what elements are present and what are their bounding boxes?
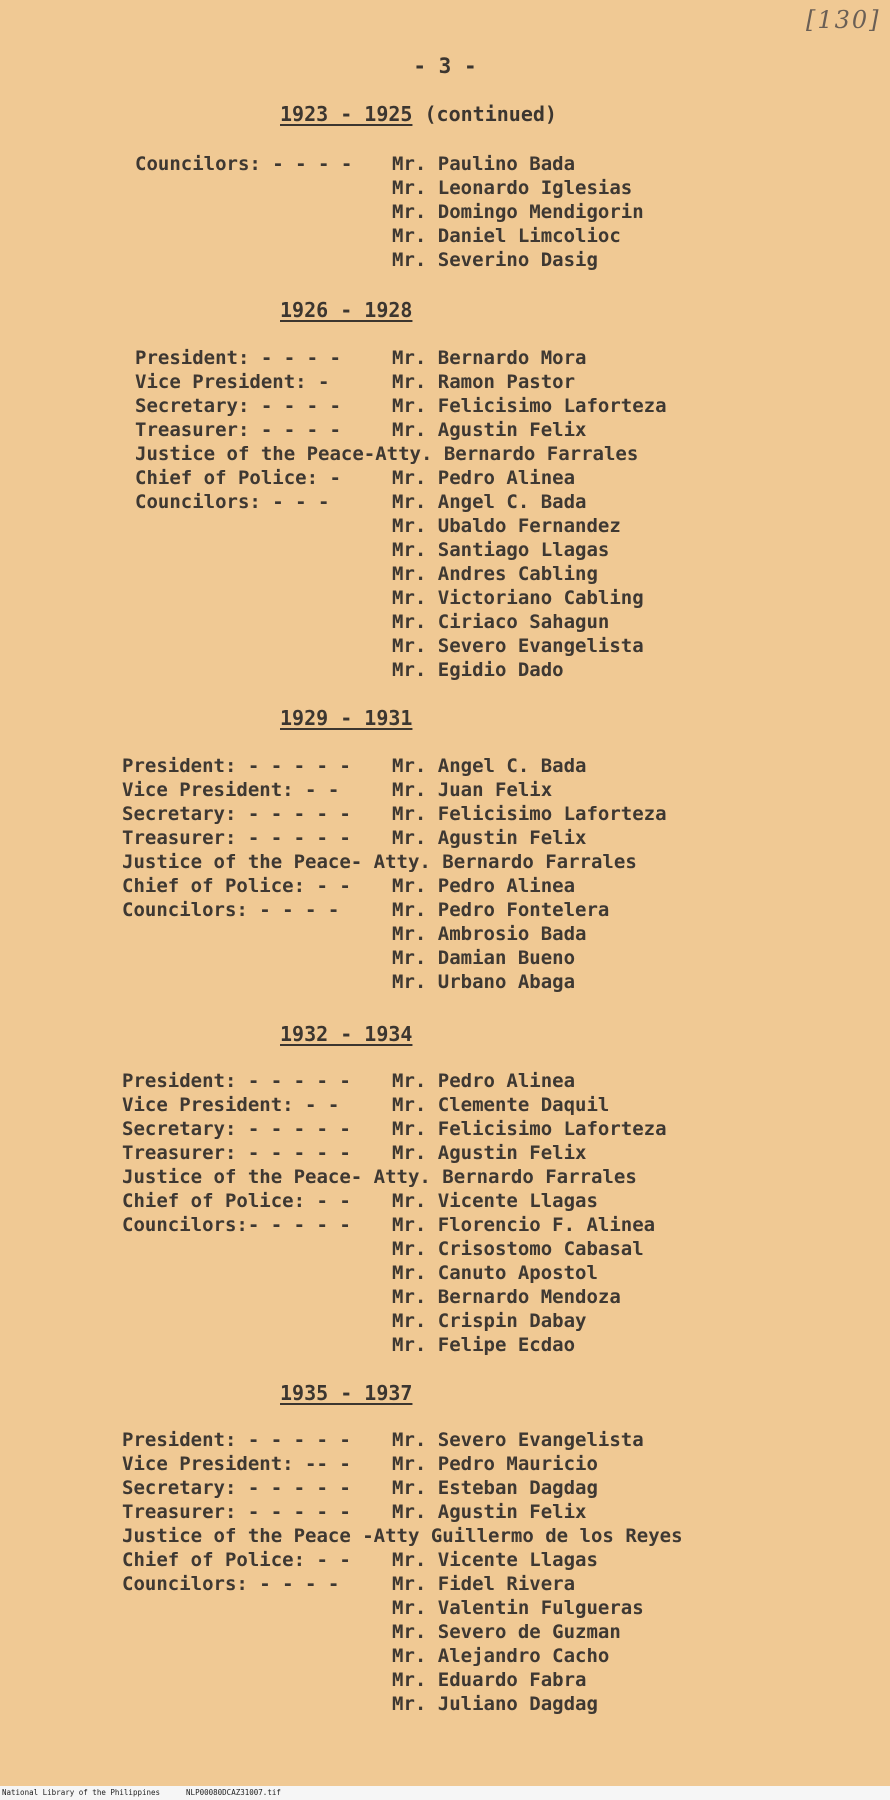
- official-name: Mr. Felicisimo Laforteza: [392, 1118, 667, 1140]
- official-name: Mr. Domingo Mendigorin: [392, 201, 644, 223]
- office-label: President: - - - -: [135, 347, 341, 369]
- roster-row: [0, 490, 890, 514]
- justice-of-the-peace-entry: Justice of the Peace- Atty. Bernardo Farrales: [122, 851, 637, 873]
- roster-row: [0, 1476, 890, 1500]
- roster-row: [0, 1093, 890, 1117]
- section-heading: [280, 102, 557, 126]
- office-label: Secretary: - - - -: [135, 395, 341, 417]
- roster-row: [0, 1069, 890, 1093]
- roster-row: [0, 224, 890, 248]
- roster-row: [0, 1213, 890, 1237]
- section-heading: [280, 1381, 412, 1405]
- office-label: Vice President: -: [135, 371, 330, 393]
- roster-row: [0, 1261, 890, 1285]
- roster-row: [0, 562, 890, 586]
- roster-row: [0, 778, 890, 802]
- official-name: Mr. Canuto Apostol: [392, 1262, 598, 1284]
- official-name: Mr. Damian Bueno: [392, 947, 576, 969]
- roster-row: [0, 1620, 890, 1644]
- roster-row: [0, 346, 890, 370]
- roster-row: [0, 1165, 890, 1189]
- official-name: Mr. Felicisimo Laforteza: [392, 395, 667, 417]
- official-name: Mr. Agustin Felix: [392, 1142, 587, 1164]
- official-name: Mr. Florencio F. Alinea: [392, 1214, 656, 1236]
- section-years: 1923 - 1925: [280, 102, 413, 126]
- roster-row: [0, 394, 890, 418]
- roster-row: [0, 634, 890, 658]
- roster-row: [0, 538, 890, 562]
- roster-row: [0, 802, 890, 826]
- official-name: Mr. Ramon Pastor: [392, 371, 576, 393]
- handwritten-page-note: [130]: [806, 6, 881, 34]
- roster-row: [0, 1596, 890, 1620]
- office-label: Vice President: - -: [122, 1094, 340, 1116]
- official-name: Mr. Esteban Dagdag: [392, 1477, 598, 1499]
- official-name: Mr. Felicisimo Laforteza: [392, 803, 667, 825]
- office-label: Chief of Police: - -: [122, 875, 351, 897]
- scan-footer: [0, 1786, 890, 1800]
- official-name: Mr. Eduardo Fabra: [392, 1669, 587, 1691]
- roster-row: [0, 970, 890, 994]
- official-name: Mr. Severo Evangelista: [392, 635, 644, 657]
- official-name: Mr. Angel C. Bada: [392, 755, 587, 777]
- justice-of-the-peace-entry: Justice of the Peace -Atty Guillermo de los Reyes: [122, 1525, 683, 1547]
- section-years: 1926 - 1928: [280, 298, 413, 322]
- office-label: Secretary: - - - - -: [122, 1477, 351, 1499]
- section-heading: [280, 298, 412, 322]
- roster-row: [0, 898, 890, 922]
- official-name: Mr. Vicente Llagas: [392, 1190, 598, 1212]
- official-name: Mr. Santiago Llagas: [392, 539, 610, 561]
- official-name: Mr. Pedro Alinea: [392, 875, 576, 897]
- section-years: 1929 - 1931: [280, 706, 413, 730]
- roster-row: [0, 466, 890, 490]
- roster-row: [0, 442, 890, 466]
- official-name: Mr. Juan Felix: [392, 779, 553, 801]
- footer-file-id: NLP00080DCAZ31007.tif: [186, 1788, 281, 1797]
- roster-row: [0, 1309, 890, 1333]
- roster-row: [0, 1237, 890, 1261]
- official-name: Mr. Leonardo Iglesias: [392, 177, 633, 199]
- office-label: President: - - - - -: [122, 1070, 351, 1092]
- roster-row: [0, 418, 890, 442]
- roster-row: [0, 850, 890, 874]
- office-label: Vice President: -- -: [122, 1453, 351, 1475]
- official-name: Mr. Severo de Guzman: [392, 1621, 621, 1643]
- office-label: Councilors: - - - -: [122, 899, 340, 921]
- official-name: Mr. Pedro Fontelera: [392, 899, 610, 921]
- roster-row: [0, 1644, 890, 1668]
- office-label: Chief of Police: - -: [122, 1549, 351, 1571]
- roster-row: [0, 1668, 890, 1692]
- roster-row: [0, 1285, 890, 1309]
- official-name: Mr. Pedro Mauricio: [392, 1453, 598, 1475]
- roster-row: [0, 152, 890, 176]
- office-label: Chief of Police: -: [135, 467, 341, 489]
- official-name: Mr. Ubaldo Fernandez: [392, 515, 621, 537]
- office-label: Vice President: - -: [122, 779, 340, 801]
- official-name: Mr. Felipe Ecdao: [392, 1334, 576, 1356]
- section-years: 1935 - 1937: [280, 1381, 413, 1405]
- official-name: Mr. Paulino Bada: [392, 153, 576, 175]
- official-name: Mr. Egidio Dado: [392, 659, 564, 681]
- office-label: Treasurer: - - - -: [135, 419, 341, 441]
- roster-row: [0, 1524, 890, 1548]
- office-label: Treasurer: - - - - -: [122, 1142, 351, 1164]
- official-name: Mr. Daniel Limcolioc: [392, 225, 621, 247]
- official-name: Mr. Ciriaco Sahagun: [392, 611, 610, 633]
- roster-row: [0, 514, 890, 538]
- office-label: Councilors:- - - - -: [122, 1214, 351, 1236]
- roster-row: [0, 1452, 890, 1476]
- roster-row: [0, 1572, 890, 1596]
- office-label: Secretary: - - - - -: [122, 803, 351, 825]
- office-label: Chief of Police: - -: [122, 1190, 351, 1212]
- official-name: Mr. Agustin Felix: [392, 827, 587, 849]
- official-name: Mr. Alejandro Cacho: [392, 1645, 610, 1667]
- official-name: Mr. Angel C. Bada: [392, 491, 587, 513]
- roster-row: [0, 946, 890, 970]
- official-name: Mr. Crisostomo Cabasal: [392, 1238, 644, 1260]
- official-name: Mr. Severo Evangelista: [392, 1429, 644, 1451]
- official-name: Mr. Agustin Felix: [392, 1501, 587, 1523]
- section-heading: [280, 1022, 412, 1046]
- roster-row: [0, 874, 890, 898]
- official-name: Mr. Ambrosio Bada: [392, 923, 587, 945]
- official-name: Mr. Severino Dasig: [392, 249, 598, 271]
- section-years: 1932 - 1934: [280, 1022, 413, 1046]
- official-name: Mr. Fidel Rivera: [392, 1573, 576, 1595]
- office-label: Secretary: - - - - -: [122, 1118, 351, 1140]
- section-suffix: (continued): [412, 102, 557, 126]
- official-name: Mr. Victoriano Cabling: [392, 587, 644, 609]
- justice-of-the-peace-entry: Justice of the Peace- Atty. Bernardo Farrales: [122, 1166, 637, 1188]
- roster-row: [0, 610, 890, 634]
- roster-row: [0, 922, 890, 946]
- roster-row: [0, 1548, 890, 1572]
- official-name: Mr. Pedro Alinea: [392, 467, 576, 489]
- roster-row: [0, 1333, 890, 1357]
- roster-row: [0, 826, 890, 850]
- office-label: Councilors: - - -: [135, 491, 330, 513]
- section-heading: [280, 706, 412, 730]
- footer-institution: National Library of the Philippines: [2, 1788, 161, 1797]
- official-name: Mr. Juliano Dagdag: [392, 1693, 598, 1715]
- official-name: Mr. Bernardo Mora: [392, 347, 587, 369]
- official-name: Mr. Valentin Fulgueras: [392, 1597, 644, 1619]
- official-name: Mr. Agustin Felix: [392, 419, 587, 441]
- justice-of-the-peace-entry: Justice of the Peace-Atty. Bernardo Farrales: [135, 443, 639, 465]
- official-name: Mr. Urbano Abaga: [392, 971, 576, 993]
- official-name: Mr. Andres Cabling: [392, 563, 598, 585]
- roster-row: [0, 1428, 890, 1452]
- roster-row: [0, 370, 890, 394]
- office-label: Treasurer: - - - - -: [122, 827, 351, 849]
- roster-row: [0, 658, 890, 682]
- roster-row: [0, 1692, 890, 1716]
- official-name: Mr. Clemente Daquil: [392, 1094, 610, 1116]
- roster-row: [0, 200, 890, 224]
- office-label: President: - - - - -: [122, 1429, 351, 1451]
- roster-row: [0, 1117, 890, 1141]
- roster-row: [0, 586, 890, 610]
- office-label: Councilors: - - - -: [135, 153, 353, 175]
- official-name: Mr. Crispin Dabay: [392, 1310, 587, 1332]
- roster-row: [0, 754, 890, 778]
- roster-row: [0, 248, 890, 272]
- office-label: President: - - - - -: [122, 755, 351, 777]
- roster-row: [0, 1141, 890, 1165]
- roster-row: [0, 1500, 890, 1524]
- official-name: Mr. Bernardo Mendoza: [392, 1286, 621, 1308]
- page-number: - 3 -: [413, 54, 477, 78]
- roster-row: [0, 1189, 890, 1213]
- roster-row: [0, 176, 890, 200]
- official-name: Mr. Vicente Llagas: [392, 1549, 598, 1571]
- official-name: Mr. Pedro Alinea: [392, 1070, 576, 1092]
- office-label: Councilors: - - - -: [122, 1573, 340, 1595]
- office-label: Treasurer: - - - - -: [122, 1501, 351, 1523]
